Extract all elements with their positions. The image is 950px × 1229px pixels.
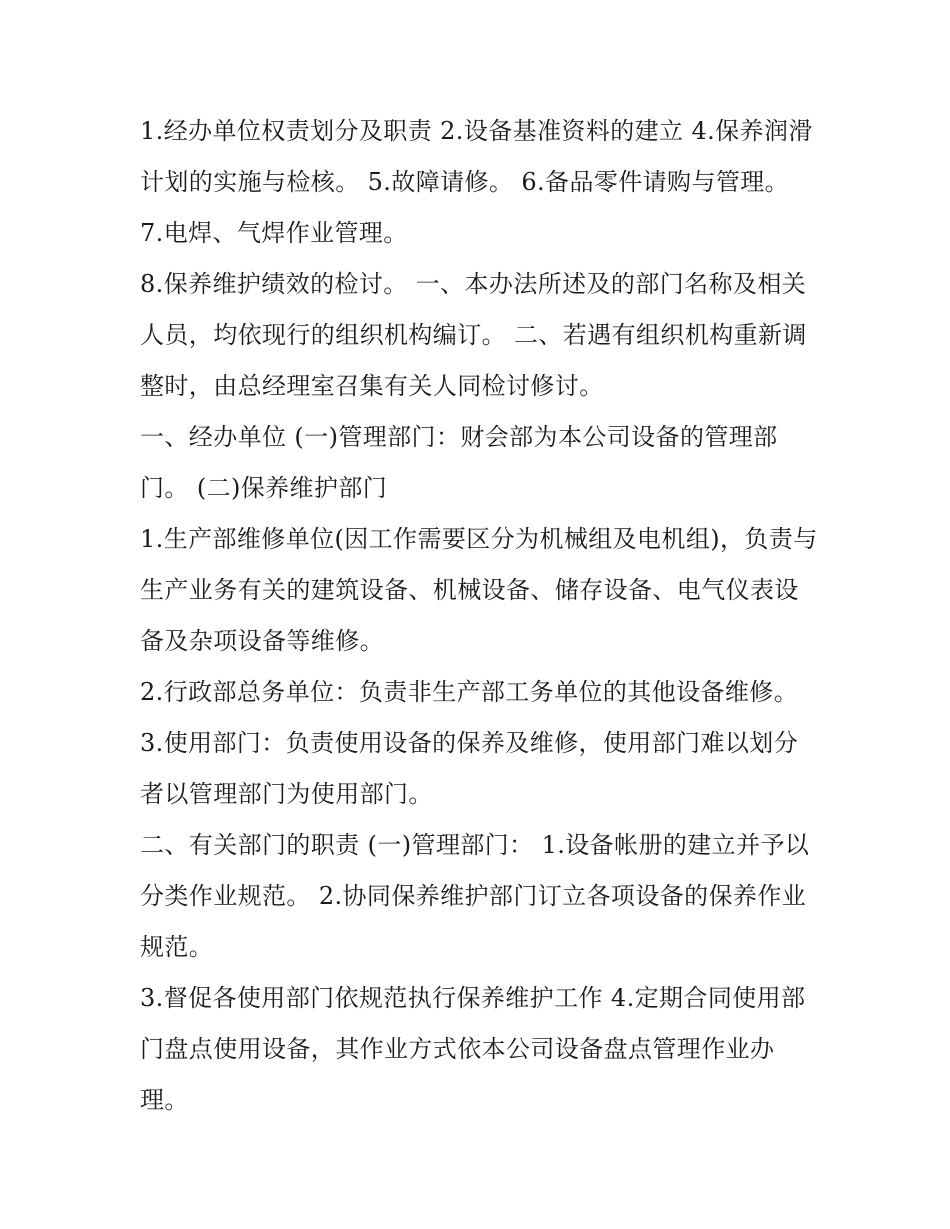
paragraph-5: 2.行政部总务单位：负责非生产部工务单位的其他设备维修。 [140, 678, 799, 706]
paragraph-6: 3.使用部门：负责使用设备的保养及维修，使用部门难以划分者以管理部门为使用部门。 [140, 729, 799, 808]
paragraph-8: 3.督促各使用部门依规范执行保养维护工作 4.定期合同使用部门盘点使用设备，其作业方式依本公司设备盘点管理作业办理。 [140, 984, 806, 1114]
paragraph-2: 8.保养维护绩效的检讨。 一、本办法所述及的部门名称及相关人员，均依现行的组织机构编订。 二、若遇有组织机构重新调整时，由总经理室召集有关人同检讨修讨。 [140, 270, 807, 400]
document-page [140, 106, 820, 1126]
paragraph-4: 1.生产部维修单位(因工作需要区分为机械组及电机组)，负责与生产业务有关的建筑设备、机械设备、储存设备、电气仪表设备及杂项设备等维修。 [140, 525, 818, 655]
paragraph-7: 二、有关部门的职责 (一)管理部门： 1.设备帐册的建立并予以分类作业规范。 2.协同保养维护部门订立各项设备的保养作业规范。 [140, 831, 810, 961]
paragraph-1: 1.经办单位权责划分及职责 2.设备基准资料的建立 4.保养润滑计划的实施与检核。 5.故障请修。 6.备品零件请购与管理。 7.电焊、气焊作业管理。 [140, 117, 813, 247]
paragraph-3: 一、经办单位 (一)管理部门：财会部为本公司设备的管理部门。 (二)保养维护部门 [140, 423, 778, 502]
